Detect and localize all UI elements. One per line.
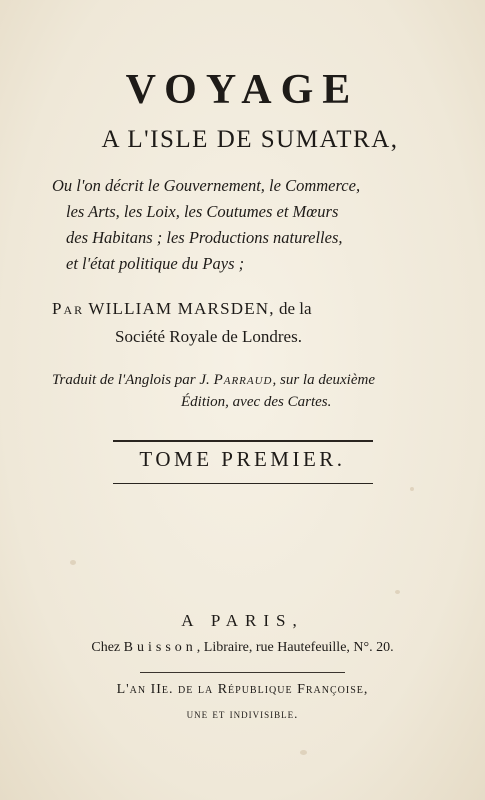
description-line-3: des Habitans ; les Productions naturelles,	[66, 228, 343, 247]
bottom-rule	[113, 483, 373, 484]
imprint-publisher: Buisson	[123, 640, 197, 655]
author-by: Par	[52, 299, 85, 318]
imprint-place: A PARIS,	[181, 611, 304, 630]
imprint-rule	[140, 672, 345, 673]
imprint-year: L'an IIe. de la République Françoise,	[116, 682, 369, 697]
foxing-spot	[300, 750, 307, 755]
imprint-chez: Chez	[91, 640, 121, 655]
volume-label: TOME PREMIER.	[139, 447, 346, 471]
author-society: Société Royale de Londres.	[115, 327, 302, 346]
translation-line-2: Édition, avec des Cartes.	[181, 394, 332, 410]
imprint-year-2: une et indivisible.	[186, 706, 299, 721]
translation-prefix: Traduit de l'Anglois par J.	[52, 372, 210, 388]
foxing-spot	[70, 560, 76, 565]
description-line-4: et l'état politique du Pays ;	[66, 254, 245, 273]
description-line-2: les Arts, les Loix, les Coutumes et Mœurs	[66, 202, 339, 221]
book-title: VOYAGE	[125, 67, 360, 113]
foxing-spot	[395, 590, 400, 594]
translation-suffix: , sur la deuxième	[272, 372, 375, 388]
description-line-1: Ou l'on décrit le Gouvernement, le Commerce,	[52, 176, 361, 195]
book-subtitle: A L'ISLE DE SUMATRA,	[101, 126, 399, 153]
author-of: de la	[278, 299, 312, 318]
author-line	[52, 299, 312, 319]
foxing-spot	[410, 487, 414, 491]
author-name: WILLIAM MARSDEN,	[88, 299, 275, 318]
top-rule	[113, 440, 373, 442]
imprint-publisher-line	[0, 640, 485, 656]
translator-name: Parraud	[213, 372, 273, 388]
translation-line-1	[52, 372, 375, 389]
imprint-address: , Libraire, rue Hautefeuille, N°. 20.	[196, 640, 394, 655]
